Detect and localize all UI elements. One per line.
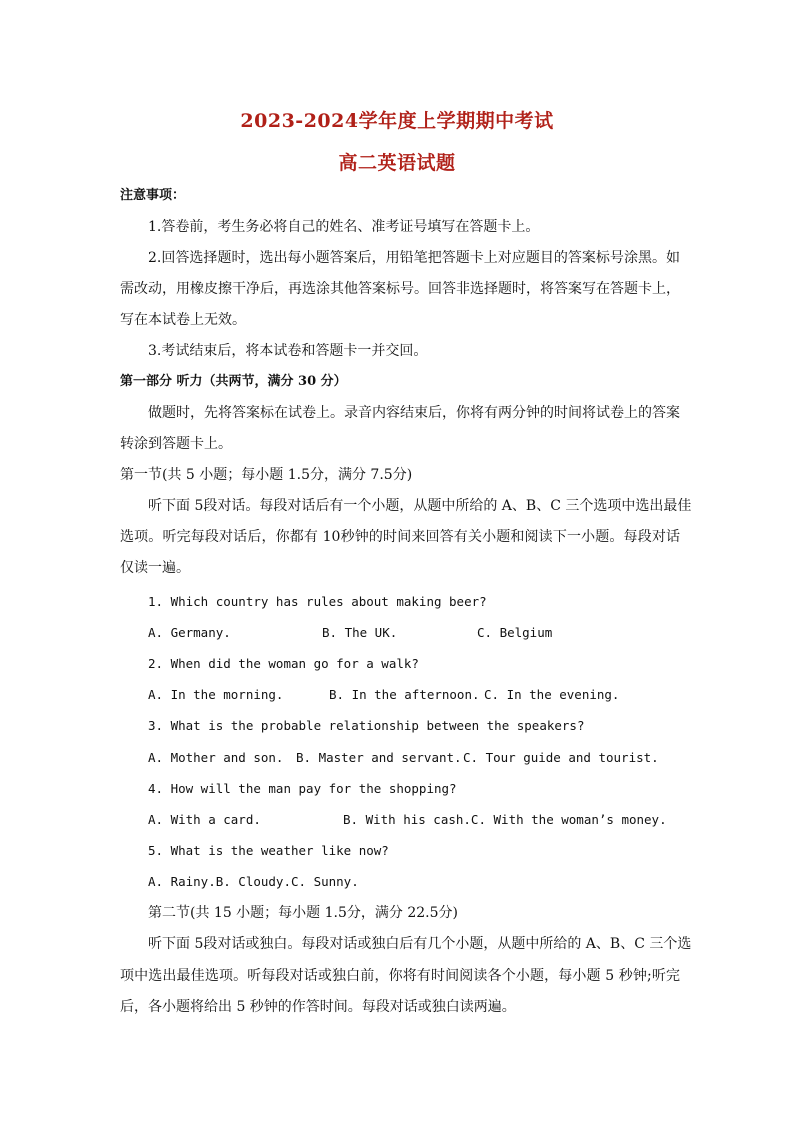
section1-intro-line-2: 选项。听完每段对话后，你都有 10秒钟的时间来回答有关小题和阅读下一小题。每段对话 xyxy=(120,529,680,545)
section1-intro-line-3: 仅读一遍。 xyxy=(120,560,190,576)
section1-intro-line-1: 听下面 5段对话。每段对话后有一个小题，从题中所给的 A、B、C 三个选项中选出最佳 xyxy=(148,498,692,514)
section1-heading: 第一节(共 5 小题；每小题 1.5分，满分 7.5分) xyxy=(120,467,413,483)
part1-intro-line-1: 做题时，先将答案标在试卷上。录音内容结束后，你将有两分钟的时间将试卷上的答案 xyxy=(148,405,680,421)
question-3-option-a: A. Mother and son. xyxy=(148,750,284,765)
question-1-option-b: B. The UK. xyxy=(322,625,398,640)
question-2-option-b: B. In the afternoon. xyxy=(329,687,480,702)
exam-title: 2023-2024学年度上学期期中考试 xyxy=(240,110,554,132)
question-2-stem: 2. When did the woman go for a walk? xyxy=(148,656,419,671)
question-4-stem: 4. How will the man pay for the shopping? xyxy=(148,781,457,796)
section2-intro-line-3: 后，各小题将给出 5 秒钟的作答时间。每段对话或独白读两遍。 xyxy=(120,999,516,1015)
question-3-stem: 3. What is the probable relationship between the speakers? xyxy=(148,718,585,733)
question-4-option-b-c: B. With his cash.C. With the woman’s money. xyxy=(343,812,667,827)
notice-item-1: 1.答卷前，考生务必将自己的姓名、准考证号填写在答题卡上。 xyxy=(148,219,540,235)
question-5-stem: 5. What is the weather like now? xyxy=(148,843,389,858)
part1-heading: 第一部分 听力（共两节，满分 30 分） xyxy=(120,374,347,389)
question-2-option-c: C. In the evening. xyxy=(484,687,620,702)
question-5-options: A. Rainy.B. Cloudy.C. Sunny. xyxy=(148,874,359,889)
question-1-option-c: C. Belgium xyxy=(477,625,553,640)
section2-intro-line-2: 项中选出最佳选项。听每段对话或独白前，你将有时间阅读各个小题，每小题 5 秒钟;听完 xyxy=(120,968,680,984)
section2-intro-line-1: 听下面 5段对话或独白。每段对话或独白后有几个小题，从题中所给的 A、B、C 三个选 xyxy=(148,936,692,952)
notice-heading: 注意事项： xyxy=(120,188,186,203)
question-2-option-a: A. In the morning. xyxy=(148,687,284,702)
question-4-option-a: A. With a card. xyxy=(148,812,261,827)
part1-intro-line-2: 转涂到答题卡上。 xyxy=(120,436,232,452)
question-3-option-c: C. Tour guide and tourist. xyxy=(463,750,659,765)
section2-heading: 第二节(共 15 小题；每小题 1.5分，满分 22.5分) xyxy=(148,905,458,921)
notice-item-2-line-3: 写在本试卷上无效。 xyxy=(120,312,246,328)
notice-item-2-line-2: 需改动，用橡皮擦干净后，再选涂其他答案标号。回答非选择题时，将答案写在答题卡上， xyxy=(120,281,680,297)
notice-item-2-line-1: 2.回答选择题时，选出每小题答案后，用铅笔把答题卡上对应题目的答案标号涂黑。如 xyxy=(148,250,680,266)
notice-item-3: 3.考试结束后，将本试卷和答题卡一并交回。 xyxy=(148,343,428,359)
exam-subtitle: 高二英语试题 xyxy=(338,152,456,174)
question-1-stem: 1. Which country has rules about making beer? xyxy=(148,594,487,609)
question-1-option-a: A. Germany. xyxy=(148,625,231,640)
question-3-option-b: B. Master and servant. xyxy=(296,750,462,765)
